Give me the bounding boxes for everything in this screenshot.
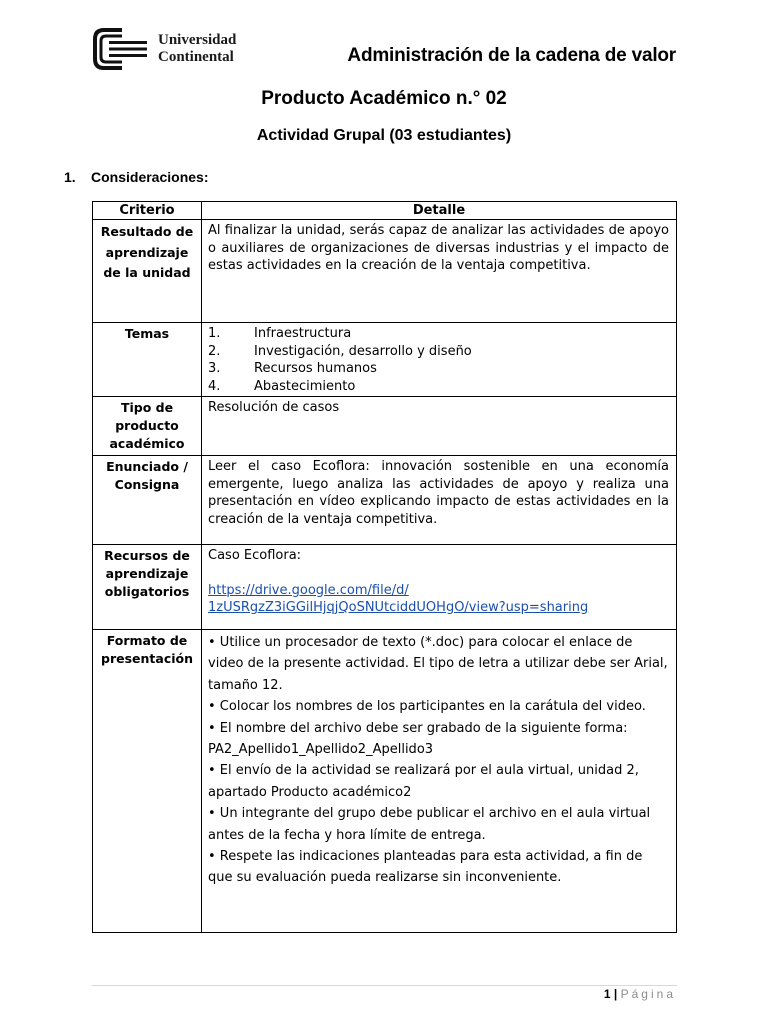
course-title: Administración de la cadena de valor bbox=[347, 45, 676, 66]
list-item bbox=[208, 325, 669, 343]
list-item-number: 4. bbox=[208, 378, 221, 394]
resource-link[interactable] bbox=[208, 583, 588, 616]
table-row bbox=[93, 630, 677, 933]
format-bullet: • El envío de la actividad se realizará por el aula virtual, unidad 2, apartado Producto académico2 bbox=[208, 763, 639, 800]
table-row bbox=[93, 456, 677, 545]
list-item bbox=[208, 360, 669, 378]
logo-line-1: Universidad bbox=[158, 32, 237, 48]
document-title: Producto Académico n.° 02 bbox=[261, 88, 507, 109]
detalle-cell bbox=[202, 630, 677, 933]
page-number: 1 bbox=[603, 987, 611, 1001]
list-item bbox=[208, 378, 669, 396]
header-criterio: Criterio bbox=[93, 202, 202, 220]
list-item bbox=[208, 343, 669, 361]
format-bullet: • Respete las indicaciones planteadas para esta actividad, a fin de que su evaluación pueda realizarse sin inconveniente. bbox=[208, 849, 643, 886]
table-header-row bbox=[93, 202, 677, 220]
university-logo bbox=[92, 26, 252, 72]
footer-separator: | bbox=[613, 987, 618, 1001]
section-label: Consideraciones: bbox=[91, 169, 209, 185]
logo-line-2: Continental bbox=[158, 49, 234, 65]
criterio-cell: Tipo de producto académico bbox=[93, 397, 202, 456]
table-row bbox=[93, 220, 677, 323]
considerations-table bbox=[92, 201, 677, 933]
list-item-number: 2. bbox=[208, 343, 221, 359]
list-item-text: Recursos humanos bbox=[254, 361, 377, 376]
footer-divider bbox=[92, 985, 677, 986]
page-footer bbox=[604, 987, 676, 1001]
format-bullet: • Utilice un procesador de texto (*.doc) para colocar el enlace de video de la presente actividad. El tipo de letra a utilizar debe ser Arial, tamaño 12. bbox=[208, 635, 668, 693]
format-bullet: • Un integrante del grupo debe publicar el archivo en el aula virtual antes de la fecha y hora límite de entrega. bbox=[208, 806, 651, 843]
criterio-cell: Recursos de aprendizaje obligatorios bbox=[93, 545, 202, 630]
detalle-cell: Leer el caso Ecoflora: innovación sostenible en una economía emergente, luego analiza las actividades de apoyo y realiza una presentación en vídeo explicando impacto de estas actividades en la creación de la ventaja competitiva. bbox=[202, 456, 677, 545]
table-row bbox=[93, 545, 677, 630]
criterio-cell: Formato de presentación bbox=[93, 630, 202, 933]
list-item-text: Infraestructura bbox=[254, 326, 352, 341]
section-heading bbox=[64, 169, 208, 185]
page-word: Página bbox=[620, 987, 676, 1001]
criterio-cell: Enunciado / Consigna bbox=[93, 456, 202, 545]
logo-text bbox=[158, 32, 236, 66]
list-item-number: 1. bbox=[208, 326, 221, 341]
resource-label: Caso Ecoflora: bbox=[208, 548, 302, 563]
section-number: 1. bbox=[64, 169, 76, 185]
detalle-cell bbox=[202, 545, 677, 630]
table-row bbox=[93, 323, 677, 397]
temas-list bbox=[208, 325, 669, 395]
criterio-cell: Resultado de aprendizaje de la unidad bbox=[93, 220, 202, 323]
resource-link-line-1: https://drive.google.com/file/d/ bbox=[208, 582, 409, 598]
document-subtitle: Actividad Grupal (03 estudiantes) bbox=[256, 127, 512, 144]
format-bullet: • Colocar los nombres de los participantes en la carátula del video. bbox=[208, 699, 646, 715]
format-bullet: • El nombre del archivo debe ser grabado de la siguiente forma: PA2_Apellido1_Apellido2_Apellido3 bbox=[208, 720, 628, 758]
detalle-cell bbox=[202, 323, 677, 397]
criterio-cell: Temas bbox=[93, 323, 202, 397]
list-item-number: 3. bbox=[208, 361, 221, 376]
table-row bbox=[93, 397, 677, 456]
detalle-cell: Resolución de casos bbox=[202, 397, 677, 456]
list-item-text: Investigación, desarrollo y diseño bbox=[254, 343, 472, 359]
uc-logo-icon bbox=[92, 27, 150, 71]
list-item-text: Abastecimiento bbox=[254, 378, 356, 394]
resource-link-line-2: 1zUSRgzZ3iGGilHjqjQoSNUtciddUOHgO/view?usp=sharing bbox=[208, 600, 589, 615]
detalle-cell: Al finalizar la unidad, serás capaz de analizar las actividades de apoyo o auxiliares de organizaciones de diversas industrias y el impacto de estas actividades en la creación de la ventaja competitiva. bbox=[202, 220, 677, 323]
header-detalle: Detalle bbox=[202, 202, 677, 220]
